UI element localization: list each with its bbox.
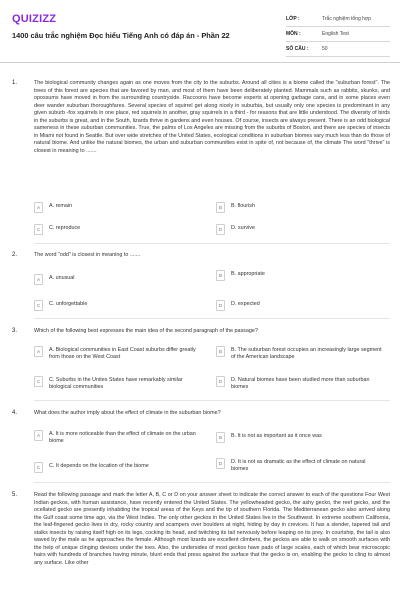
question-text: Which of the following best expresses the main idea of the second paragraph of the passage? [34, 328, 258, 334]
meta-value: English Test [322, 31, 349, 37]
question-number: 2. [12, 252, 18, 258]
option-letter-box: B [216, 202, 225, 213]
meta-row-subject [286, 27, 390, 42]
option-text: B. flourish [231, 203, 255, 209]
q4-option-a[interactable] [34, 430, 202, 445]
q3-option-b[interactable] [216, 346, 384, 361]
q3-option-c[interactable] [34, 376, 202, 391]
q4-option-b[interactable] [216, 432, 384, 443]
question-number: 3. [12, 328, 18, 334]
option-text: A. Biological communities in East Coast suburbs differ greatly from those on the West Coast [49, 347, 196, 361]
question-divider [34, 318, 390, 319]
worksheet-meta [286, 12, 390, 57]
option-letter-box: D [216, 376, 225, 387]
option-letter-box: C [34, 300, 43, 311]
question-number: 5. [12, 492, 18, 498]
option-letter-box: D [216, 224, 225, 235]
question-number: 1. [12, 80, 18, 86]
q1-option-a[interactable] [34, 202, 202, 213]
option-text: A. unusual [49, 275, 75, 281]
option-text: B. appropriate [231, 271, 265, 277]
option-text: B. It is not as important as it once was [231, 433, 322, 439]
question-number: 4. [12, 410, 18, 416]
option-text: C. It depends on the location of the biome [49, 463, 149, 469]
question-text: The biological community changes again as one moves from the city to the suburbs. Around all cities is a biome called the "suburban forest". The trees of this forest are species that are favored by man, and most of them have been deliberately planted. Mammals such as rabbits, skunks, and opossums have moved in from the surrounding countryside. Raccoons have become experts at opening garbage cans, and in some places even deer wander suburban thoroughfares. Several species of squirrel get along nicely in suburbia, but usually only one species is predominant in any given suburb -fox squirrels in one place, red squirrels in another, gray squirrels in a third - for reasons that are little understood. The diversity of birds in the suburbs is great, and in the South, lizards thrive in gardens and even houses. Of course, insects are always present. There is an odd biological sameness in these suburban communities. True, the palms of Los Angeles are missing from the suburbs of Boston, and there are species of insects in Miami not found in Seattle. But over wide stretches of the United States, ecological conditions in suburban biomes vary much less than do those of natural biome. And unlike the natural biomes, the urban and suburban communities exist in spite of, not because of, the climate The word "thrive" is closest in meaning to ....... [34, 80, 390, 154]
question-divider [34, 482, 390, 483]
question-text: The word "odd" is closest in meaning to ....... [34, 252, 141, 258]
meta-key: SỐ CÂU : [286, 46, 309, 52]
option-text: C. unforgettable [49, 301, 88, 307]
q3-option-a[interactable] [34, 346, 202, 361]
option-letter-box: A [34, 346, 43, 357]
meta-row-count [286, 42, 390, 57]
option-text: C. Suburbs in the Unites States have remarkably similar biological communities [49, 377, 183, 391]
meta-row-class [286, 12, 390, 27]
meta-key: MÔN : [286, 31, 301, 37]
meta-value: Trắc nghiệm tổng hợp [322, 16, 371, 22]
option-letter-box: D [216, 300, 225, 311]
q2-option-c[interactable] [34, 300, 202, 311]
option-text: D. survive [231, 225, 255, 231]
question-text: Read the following passage and mark the letter A, B, C or D on your answer sheet to indicate the correct answer to each of the questions Four West Indian geckos, with human assistance, have recently entered the United States. The yellowheaded gecko, the ashy gecko, the reef gecko, and the ocellated gecko are presently inhabiting the tropical areas of the Keys and the tip of southern Florida. The Mediterranean gecko also arrived along the Gulf coast some time ago, via the West Indies. The only other geckos in the United States live in the Southwest. In extreme southern California, the leaf-fingered gecko lives in dry, rocky country and scampers over boulders at night, hiding by day in crevices. It has a slender, tapered tail and stalks insects by raising itself high on its legs, cocking its head, and twitching its tail nervously before leaping on its prey. In courtship, the tail is also waved by the male as he approaches the female. Although most lizards are excellent climbers, the geckos are able to walk on smooth surfaces with the help of unique clinging devices under the toes. Also, the undersides of most geckos have pads of large scales, each of which bear microscopic hairs with hundreds of branches having minute, blunt ends that press against the surface that the gecko is on, enabling the gecko to cling to almost any surface. Like other [34, 492, 390, 566]
meta-value: 50 [322, 46, 328, 52]
option-text: C. reproduce [49, 225, 81, 231]
option-text: A. remain [49, 203, 73, 209]
q1-option-c[interactable] [34, 224, 202, 235]
q3-option-d[interactable] [216, 376, 384, 391]
option-letter-box: A [34, 430, 43, 441]
q2-option-b[interactable] [216, 270, 384, 281]
question-text: What does the author imply about the effect of climate in the suburban biome? [34, 410, 221, 416]
q1-option-d[interactable] [216, 224, 384, 235]
option-letter-box: B [216, 346, 225, 357]
option-text: D. Natural biomes have been studied more than suburban biomes [231, 377, 370, 391]
quizizz-logo: QUIZIZZ [12, 13, 57, 25]
worksheet-header [0, 0, 400, 63]
option-text: D. expected [231, 301, 260, 307]
q2-option-d[interactable] [216, 300, 384, 311]
question-divider [34, 243, 390, 244]
option-text: A. It is more noticeable than the effect of climate on the urban biome [49, 431, 196, 445]
option-letter-box: D [216, 458, 225, 469]
q2-option-a[interactable] [34, 274, 202, 285]
option-letter-box: C [34, 224, 43, 235]
option-text: D. It is not as dramatic as the effect of climate on natural biomes [231, 459, 366, 473]
option-letter-box: C [34, 376, 43, 387]
option-letter-box: A [34, 202, 43, 213]
option-letter-box: C [34, 462, 43, 473]
option-letter-box: B [216, 432, 225, 443]
option-text: B. The suburban forest occupies an increasingly large segment of the American landscape [231, 347, 382, 361]
q4-option-d[interactable] [216, 458, 384, 473]
q1-option-b[interactable] [216, 202, 384, 213]
option-letter-box: A [34, 274, 43, 285]
option-letter-box: B [216, 270, 225, 281]
question-divider [34, 400, 390, 401]
q4-option-c[interactable] [34, 462, 202, 473]
meta-key: LỚP : [286, 16, 300, 22]
worksheet-title: 1400 câu trắc nghiệm Đọc hiểu Tiếng Anh có đáp án - Phần 22 [12, 31, 230, 40]
